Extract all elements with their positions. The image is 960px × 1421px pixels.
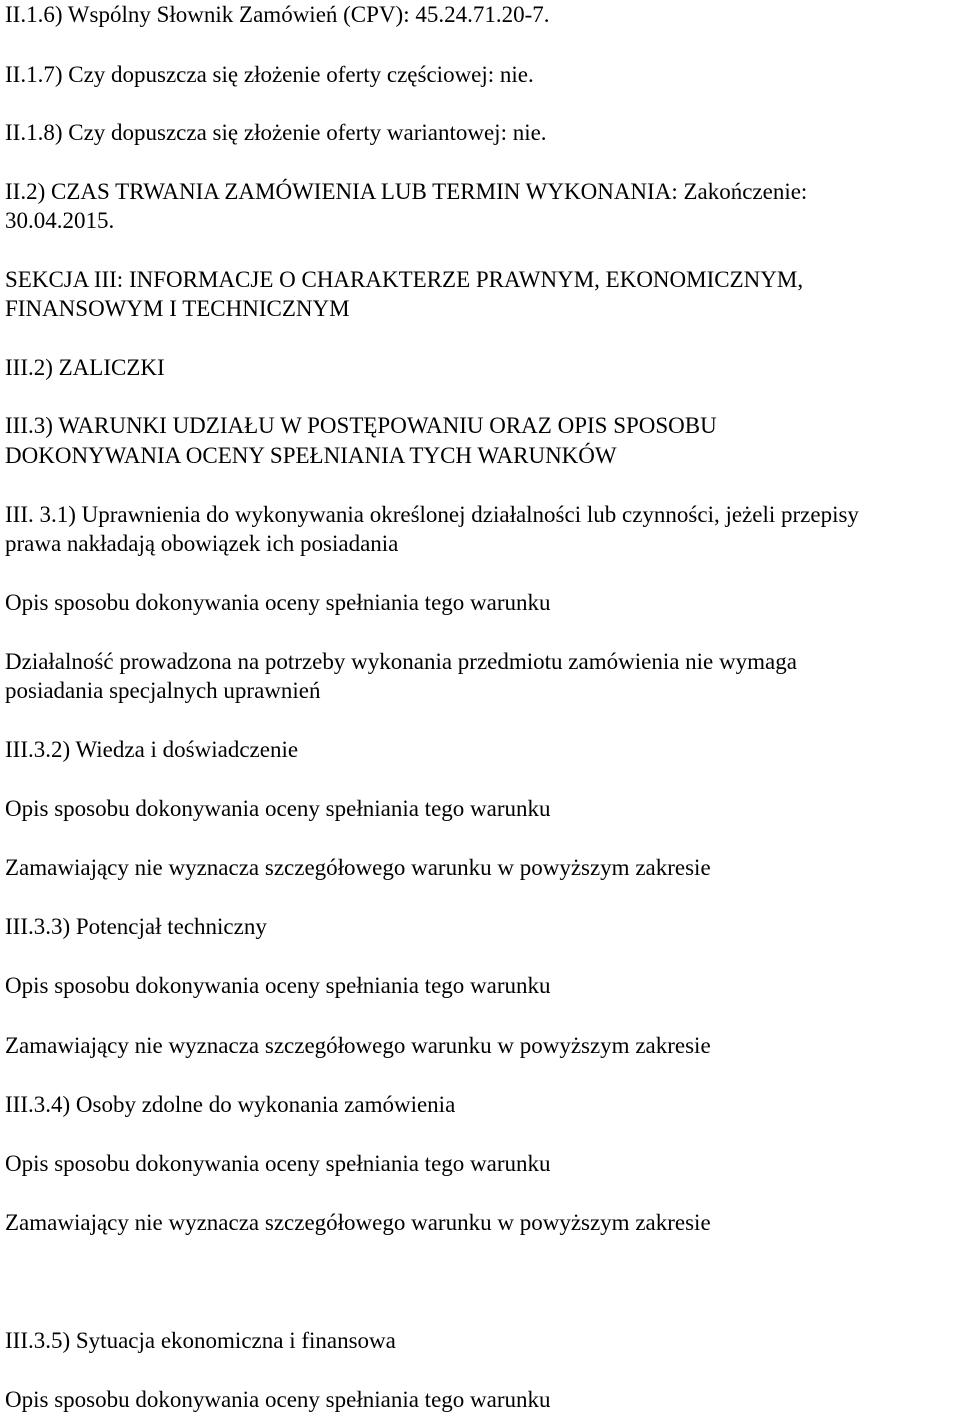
evaluation-method-label: Opis sposobu dokonywania oceny spełniania tego warunku <box>5 590 551 615</box>
personnel-heading: III.3.4) Osoby zdolne do wykonania zamówienia <box>5 1092 456 1117</box>
technical-potential-heading: III.3.3) Potencjał techniczny <box>5 914 267 939</box>
evaluation-method-label: Opis sposobu dokonywania oceny spełniania tego warunku <box>5 973 551 998</box>
permissions-heading-line-2: prawa nakładają obowiązek ich posiadania <box>5 531 399 556</box>
financial-situation-heading: III.3.5) Sytuacja ekonomiczna i finansowa <box>5 1328 396 1353</box>
experience-heading: III.3.2) Wiedza i doświadczenie <box>5 737 299 762</box>
variant-offer-line: II.1.8) Czy dopuszcza się złożenie oferty wariantowej: nie. <box>5 120 547 145</box>
conditions-heading-line-2: DOKONYWANIA OCENY SPEŁNIANIA TYCH WARUNKÓW <box>5 443 617 468</box>
advances-heading: III.2) ZALICZKI <box>5 355 165 380</box>
permissions-heading-line-1: III. 3.1) Uprawnienia do wykonywania określonej działalności lub czynności, jeżeli przepisy <box>5 502 859 527</box>
evaluation-method-label: Opis sposobu dokonywania oceny spełniania tego warunku <box>5 1151 551 1176</box>
section-heading-line-2: FINANSOWYM I TECHNICZNYM <box>5 296 350 321</box>
evaluation-method-label: Opis sposobu dokonywania oceny spełniania tego warunku <box>5 1387 551 1412</box>
cpv-line: II.1.6) Wspólny Słownik Zamówień (CPV): 45.24.71.20-7. <box>5 2 550 27</box>
conditions-heading-line-1: III.3) WARUNKI UDZIAŁU W POSTĘPOWANIU ORAZ OPIS SPOSOBU <box>5 413 717 438</box>
permissions-text-line-1: Działalność prowadzona na potrzeby wykonania przedmiotu zamówienia nie wymaga <box>5 649 797 674</box>
duration-heading-line-1: II.2) CZAS TRWANIA ZAMÓWIENIA LUB TERMIN WYKONANIA: Zakończenie: <box>5 179 808 204</box>
experience-text: Zamawiający nie wyznacza szczegółowego warunku w powyższym zakresie <box>5 855 711 880</box>
permissions-text-line-2: posiadania specjalnych uprawnień <box>5 678 321 703</box>
personnel-text: Zamawiający nie wyznacza szczegółowego warunku w powyższym zakresie <box>5 1210 711 1235</box>
evaluation-method-label: Opis sposobu dokonywania oceny spełniania tego warunku <box>5 796 551 821</box>
partial-offer-line: II.1.7) Czy dopuszcza się złożenie oferty częściowej: nie. <box>5 62 534 87</box>
section-heading-line-1: SEKCJA III: INFORMACJE O CHARAKTERZE PRAWNYM, EKONOMICZNYM, <box>5 267 804 292</box>
duration-heading-line-2: 30.04.2015. <box>5 208 115 233</box>
technical-potential-text: Zamawiający nie wyznacza szczegółowego warunku w powyższym zakresie <box>5 1033 711 1058</box>
